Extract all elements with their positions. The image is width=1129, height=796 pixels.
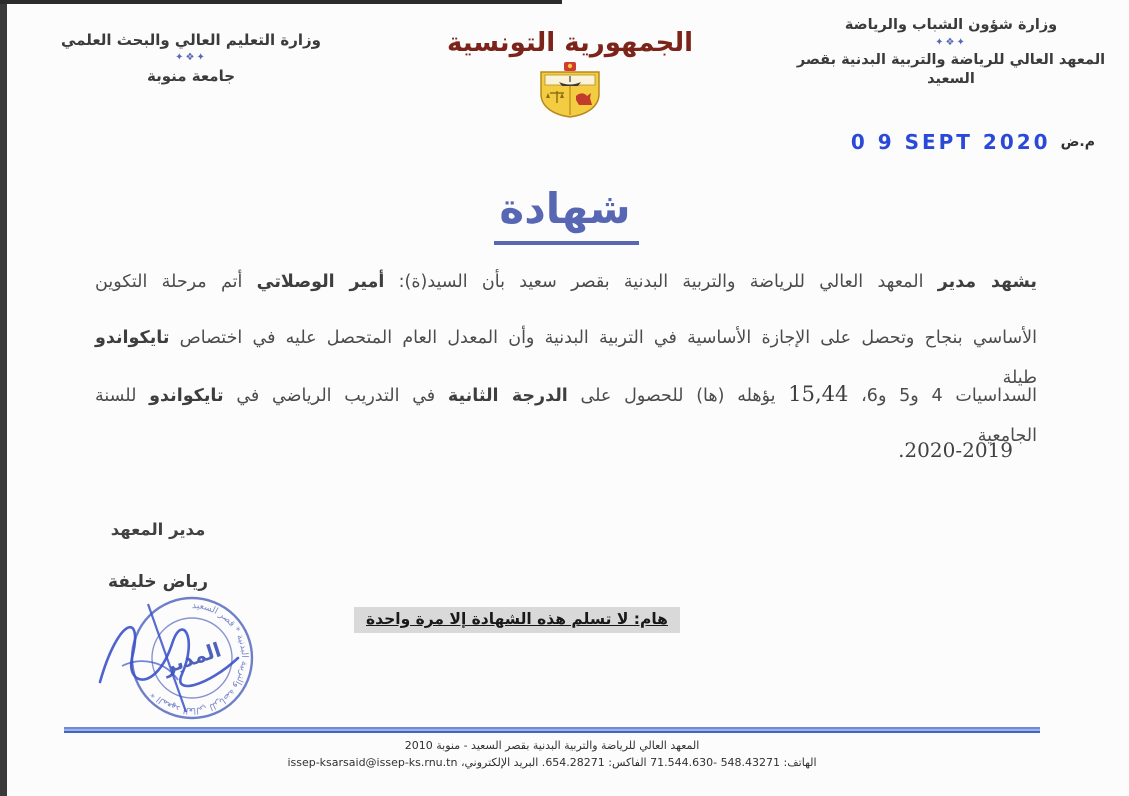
scan-edge-top [0, 0, 562, 4]
academic-year-value: .2020-2019 [898, 438, 1013, 462]
body-line-1-tail: أتم مرحلة التكوين [95, 272, 257, 292]
body-line-2-tail: طيلة [1002, 368, 1037, 388]
single-issue-notice: هام: لا تسلم هذه الشهادة إلا مرة واحدة [354, 607, 680, 633]
body-line-3 [95, 374, 1037, 446]
stamp-ring-text: المعهد العالي للرياضة والتربية البدنية * قصر السعيد * [149, 600, 250, 716]
footer-institute-line: المعهد العالي للرياضة والتربية البدنية بقصر السعيد - منوبة 2010 [404, 739, 700, 752]
signatory-role: مدير المعهد [110, 520, 206, 539]
header-left-block [58, 30, 324, 87]
registry-office-code: م.ض [1060, 134, 1095, 150]
header-right-block [788, 16, 1114, 89]
coaching-text: في التدريب الرياضي في [223, 386, 448, 406]
attests-director-bold: يشهد مدير [937, 272, 1037, 292]
academic-year-text: للسنة الجامعية [95, 386, 1037, 446]
student-name: أمير الوصلاتي [256, 272, 385, 292]
handwritten-signature [82, 596, 282, 720]
tunisia-emblem-icon [537, 62, 603, 120]
ornament-divider-icon: ✦❖✦ [175, 52, 207, 64]
signatory-name: رياض خليفة [107, 572, 209, 592]
university-label: جامعة منوبة [146, 67, 236, 86]
taekwondo-bold: تايكواندو [149, 386, 224, 406]
footer-double-rule [64, 727, 1040, 733]
ornament-divider-icon: ✦❖✦ [935, 36, 967, 48]
received-date-stamp: 0 9 SEPT 2020 [850, 130, 1051, 154]
certificate-title: شهادة [499, 184, 631, 233]
grade-average: 15,44 [788, 382, 849, 406]
semesters-text: السداسيات 4 و5 و6، [848, 386, 1037, 406]
scan-edge-left [0, 0, 7, 796]
body-line-1-text: المعهد العالي للرياضة والتربية البدنية بقصر سعيد بأن السيد(ة): [384, 272, 938, 292]
body-line-2 [95, 318, 1037, 388]
body-line-2-text: الأساسي بنجاح وتحصل على الإجازة الأساسية في التربية البدنية وأن المعدل العام المتحصل عليه في اختصاص [169, 328, 1037, 348]
certificate-body [95, 262, 1037, 480]
title-underline [494, 241, 639, 245]
footer-block [64, 737, 1040, 771]
specialty-taekwondo: تايكواندو [95, 328, 170, 348]
header-center-block [428, 28, 712, 124]
institute-label: المعهد العالي للرياضة والتربية البدنية بقصر السعيد [796, 51, 1106, 87]
ministry-sport-label: وزارة شؤون الشباب والرياضة [844, 17, 1058, 33]
qualifies-text: يؤهله (ها) للحصول على [567, 386, 789, 406]
stamp-center-text: المدير [160, 637, 224, 679]
date-stamp-row [850, 126, 1095, 158]
second-degree-bold: الدرجة الثانية [447, 386, 568, 406]
footer-contact-line: الهاتف: 548.43271 -71.544.630 الفاكس: 654.28271. البريد الإلكتروني، issep-ksarsaid@issep-ks.rnu.tn [287, 756, 817, 770]
body-line-1 [95, 262, 1037, 318]
republic-title: الجمهورية التونسية [446, 28, 694, 58]
ministry-education-label: وزارة التعليم العالي والبحث العلمي [60, 31, 322, 49]
